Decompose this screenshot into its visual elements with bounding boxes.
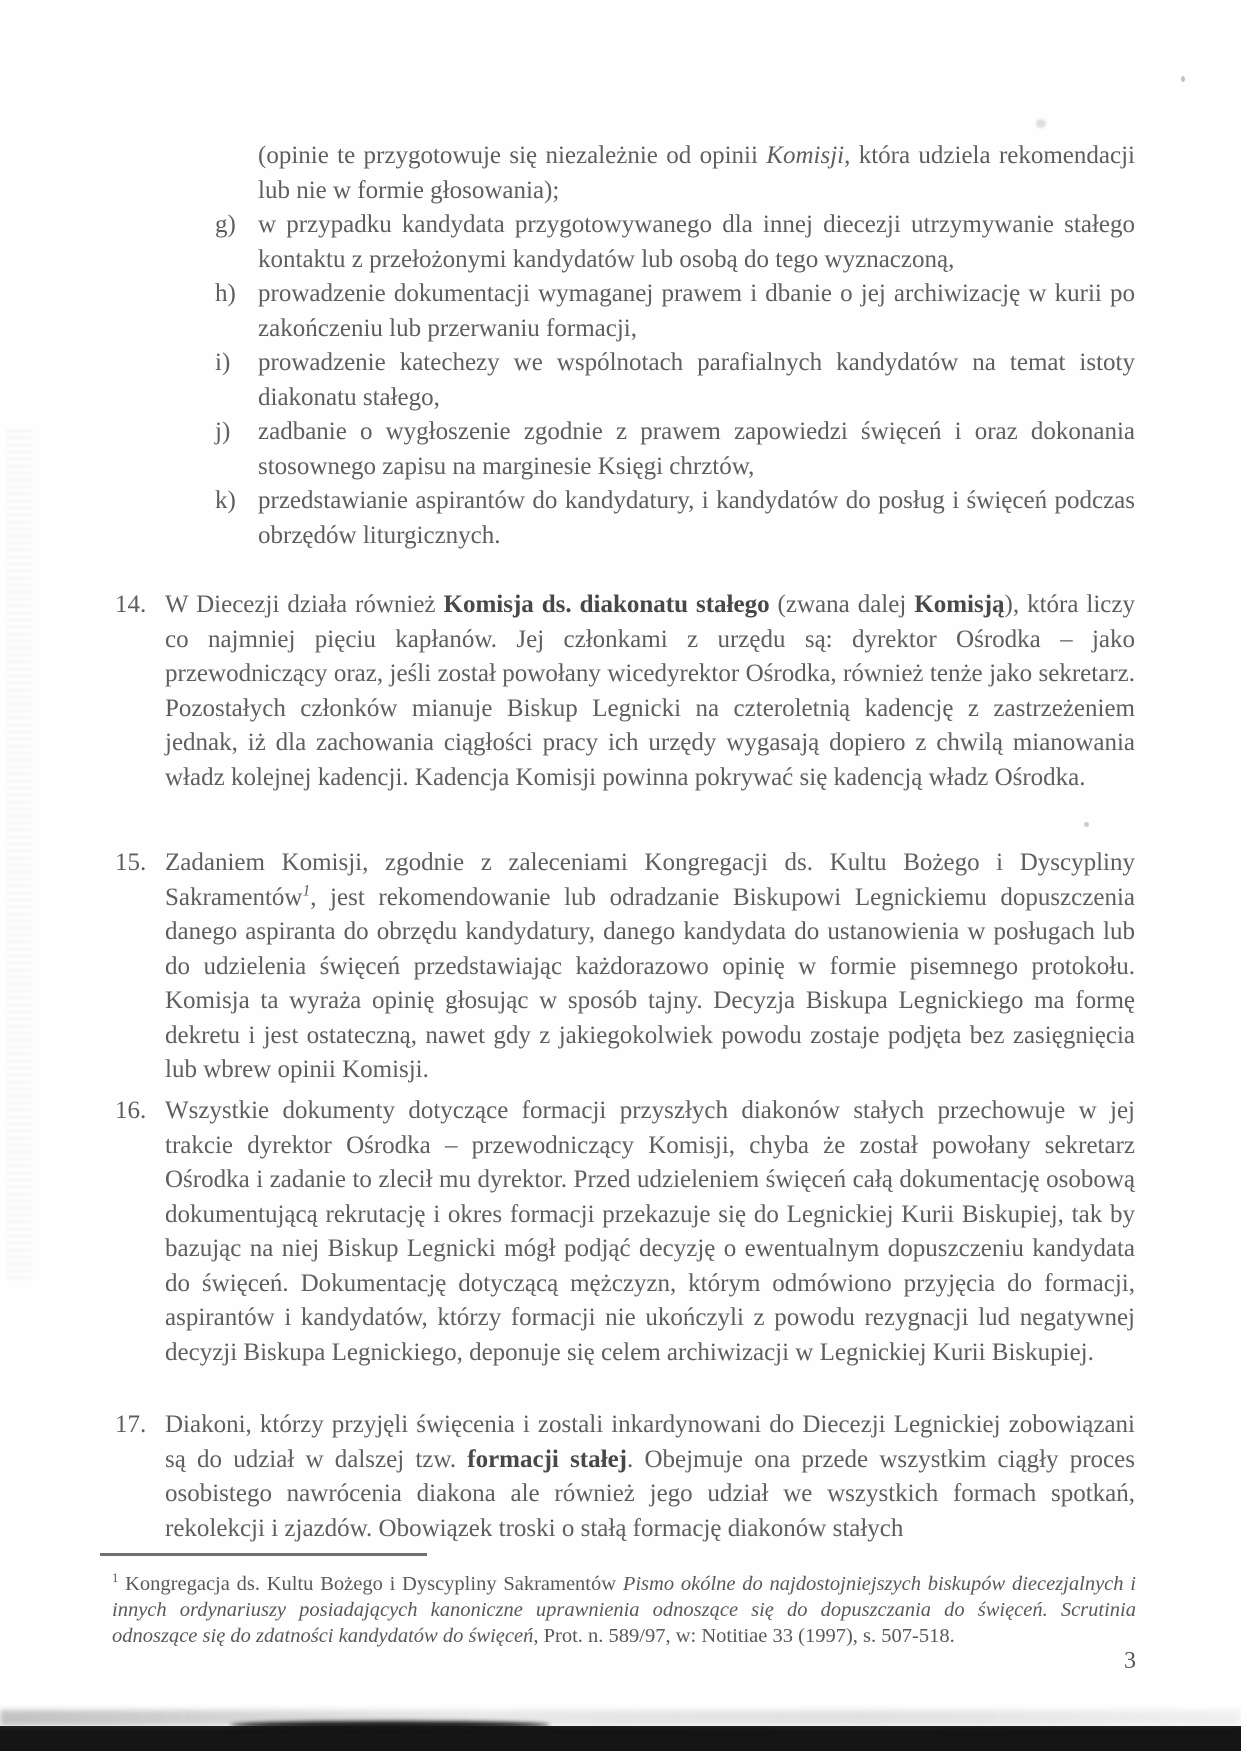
scan-artifact-bottom-bar: [0, 1726, 1241, 1751]
list-item-i: [115, 346, 1135, 415]
lettered-list: [115, 139, 1135, 553]
list-item-g: [115, 208, 1135, 277]
list-item-label: k): [215, 487, 236, 514]
paragraph-number: 17.: [115, 1411, 147, 1438]
list-item-j: [115, 415, 1135, 484]
list-item-label: i): [215, 349, 231, 376]
list-item-text: w przypadku kandydata przygotowywanego dla innej diecezji utrzymywanie stałego kontaktu z przełożonymi kandydatów lub osobą do tego wyznaczoną,: [258, 211, 1135, 273]
scan-speck: [1181, 76, 1185, 82]
scan-noise-left-margin: [6, 430, 32, 1280]
scan-speck: [1076, 1037, 1080, 1041]
list-item-continuation: [115, 139, 1135, 208]
list-item-label: g): [215, 211, 236, 238]
paragraph-text: Wszystkie dokumenty dotyczące formacji przyszłych diakonów stałych przechowuje w jej trakcie dyrektor Ośrodka – przewodniczący Komisji, chyba że został powołany sekretarz Ośrodka i zadanie to zlecił mu dyrektor. Przed udzieleniem święceń całą dokumentację osobową dokumentującą rekrutację i okres formacji przekazuje się do Legnickiej Kurii Biskupiej, tak by bazując na niej Biskup Legnicki mógł podjąć decyzję o ewentualnym dopuszczeniu kandydata do święceń. Dokumentację dotyczącą mężczyzn, którym odmówiono przyjęcia do formacji, aspirantów i kandydatów, którzy formacji nie ukończyli z powodu rezygnacji lud negatywnej decyzji Biskupa Legnickiego, deponuje się celem archiwizacji w Legnickiej Kurii Biskupiej.: [165, 1097, 1135, 1366]
list-item-h: [115, 277, 1135, 346]
list-item-text: zadbanie o wygłoszenie zgodnie z prawem zapowiedzi święceń i oraz dokonania stosownego zapisu na marginesie Księgi chrztów,: [258, 418, 1135, 480]
paragraph-text: Zadaniem Komisji, zgodnie z zaleceniami Kongregacji ds. Kultu Bożego i Dyscypliny Sakramentów$^1$, jest rekomendowanie lub odradzanie Biskupowi Legnickiemu dopuszczenia danego aspiranta do obrzędu kandydatury, danego kandydata do ustanowienia w posługach lub do udzielenia święceń przedstawiając każdorazowo opinię w formie pisemnego protokołu. Komisja ta wyraża opinię głosując w sposób tajny. Decyzja Biskupa Legnickiego ma formę dekretu i jest ostateczną, nawet gdy z jakiegokolwiek powodu zostaje podjęta bez zasięgnięcia lub wbrew opinii Komisji.: [165, 849, 1135, 1083]
paragraph-text: W Diecezji działa również Komisja ds. diakonatu stałego (zwana dalej Komisją), która liczy co najmniej pięciu kapłanów. Jej członkami z urzędu są: dyrektor Ośrodka – jako przewodniczący oraz, jeśli został powołany wicedyrektor Ośrodka, również tenże jako sekretarz. Pozostałych członków mianuje Biskup Legnicki na czteroletnią kadencję z zastrzeżeniem jednak, iż dla zachowania ciągłości pracy ich urzędy wygasają dopiero z chwilą mianowania władz kolejnej kadencji. Kadencja Komisji powinna pokrywać się kadencją władz Ośrodka.: [165, 591, 1136, 791]
footnote-separator: [100, 1553, 427, 1556]
paragraph-text: Diakoni, którzy przyjęli święcenia i zostali inkardynowani do Diecezji Legnickiej zobowiązani są do udział w dalszej tzw. formacji stałej. Obejmuje ona przede wszystkim ciągły proces osobistego nawrócenia diakona ale również jego udział we wszystkich formach spotkań, rekolekcji i zjazdów. Obowiązek troski o stałą formację diakonów stałych: [165, 1411, 1135, 1542]
scan-speck: [1036, 119, 1046, 128]
page-number: 3: [1124, 1648, 1136, 1674]
paragraph-14: [115, 588, 1135, 795]
paragraph-number: 14.: [115, 591, 147, 618]
list-item-label: h): [215, 280, 236, 307]
list-item-k: [115, 484, 1135, 553]
list-item-text: prowadzenie dokumentacji wymaganej prawem i dbanie o jej archiwizację w kurii po zakończeniu lub przerwaniu formacji,: [258, 280, 1135, 342]
paragraph-15: [115, 846, 1135, 1088]
paragraph-number: 16.: [115, 1097, 147, 1124]
list-item-label: j): [215, 418, 231, 445]
footnote-text: $^1$ Kongregacja ds. Kultu Bożego i Dyscypliny Sakramentów Pismo okólne do najdostojniejszych biskupów diecezjalnych i innych ordynariuszy posiadających kanoniczne uprawnienia odnoszące się do dopuszczania do święceń. Scrutinia odnoszące się do zdatności kandydatów do święceń, Prot. n. 589/97, w: Notitiae 33 (1997), s. 507-518.: [112, 1571, 1136, 1647]
scan-speck: [1084, 822, 1089, 827]
paragraph-16: [115, 1094, 1135, 1370]
list-item-text: prowadzenie katechezy we wspólnotach parafialnych kandydatów na temat istoty diakonatu stałego,: [258, 349, 1135, 411]
paragraph-17: [115, 1408, 1135, 1546]
list-item-text: przedstawianie aspirantów do kandydatury, i kandydatów do posług i święceń podczas obrzędów liturgicznych.: [258, 487, 1135, 549]
list-item-text: (opinie te przygotowuje się niezależnie od opinii Komisji, która udziela rekomendacji lub nie w formie głosowania);: [258, 142, 1135, 204]
paragraph-number: 15.: [115, 849, 147, 876]
